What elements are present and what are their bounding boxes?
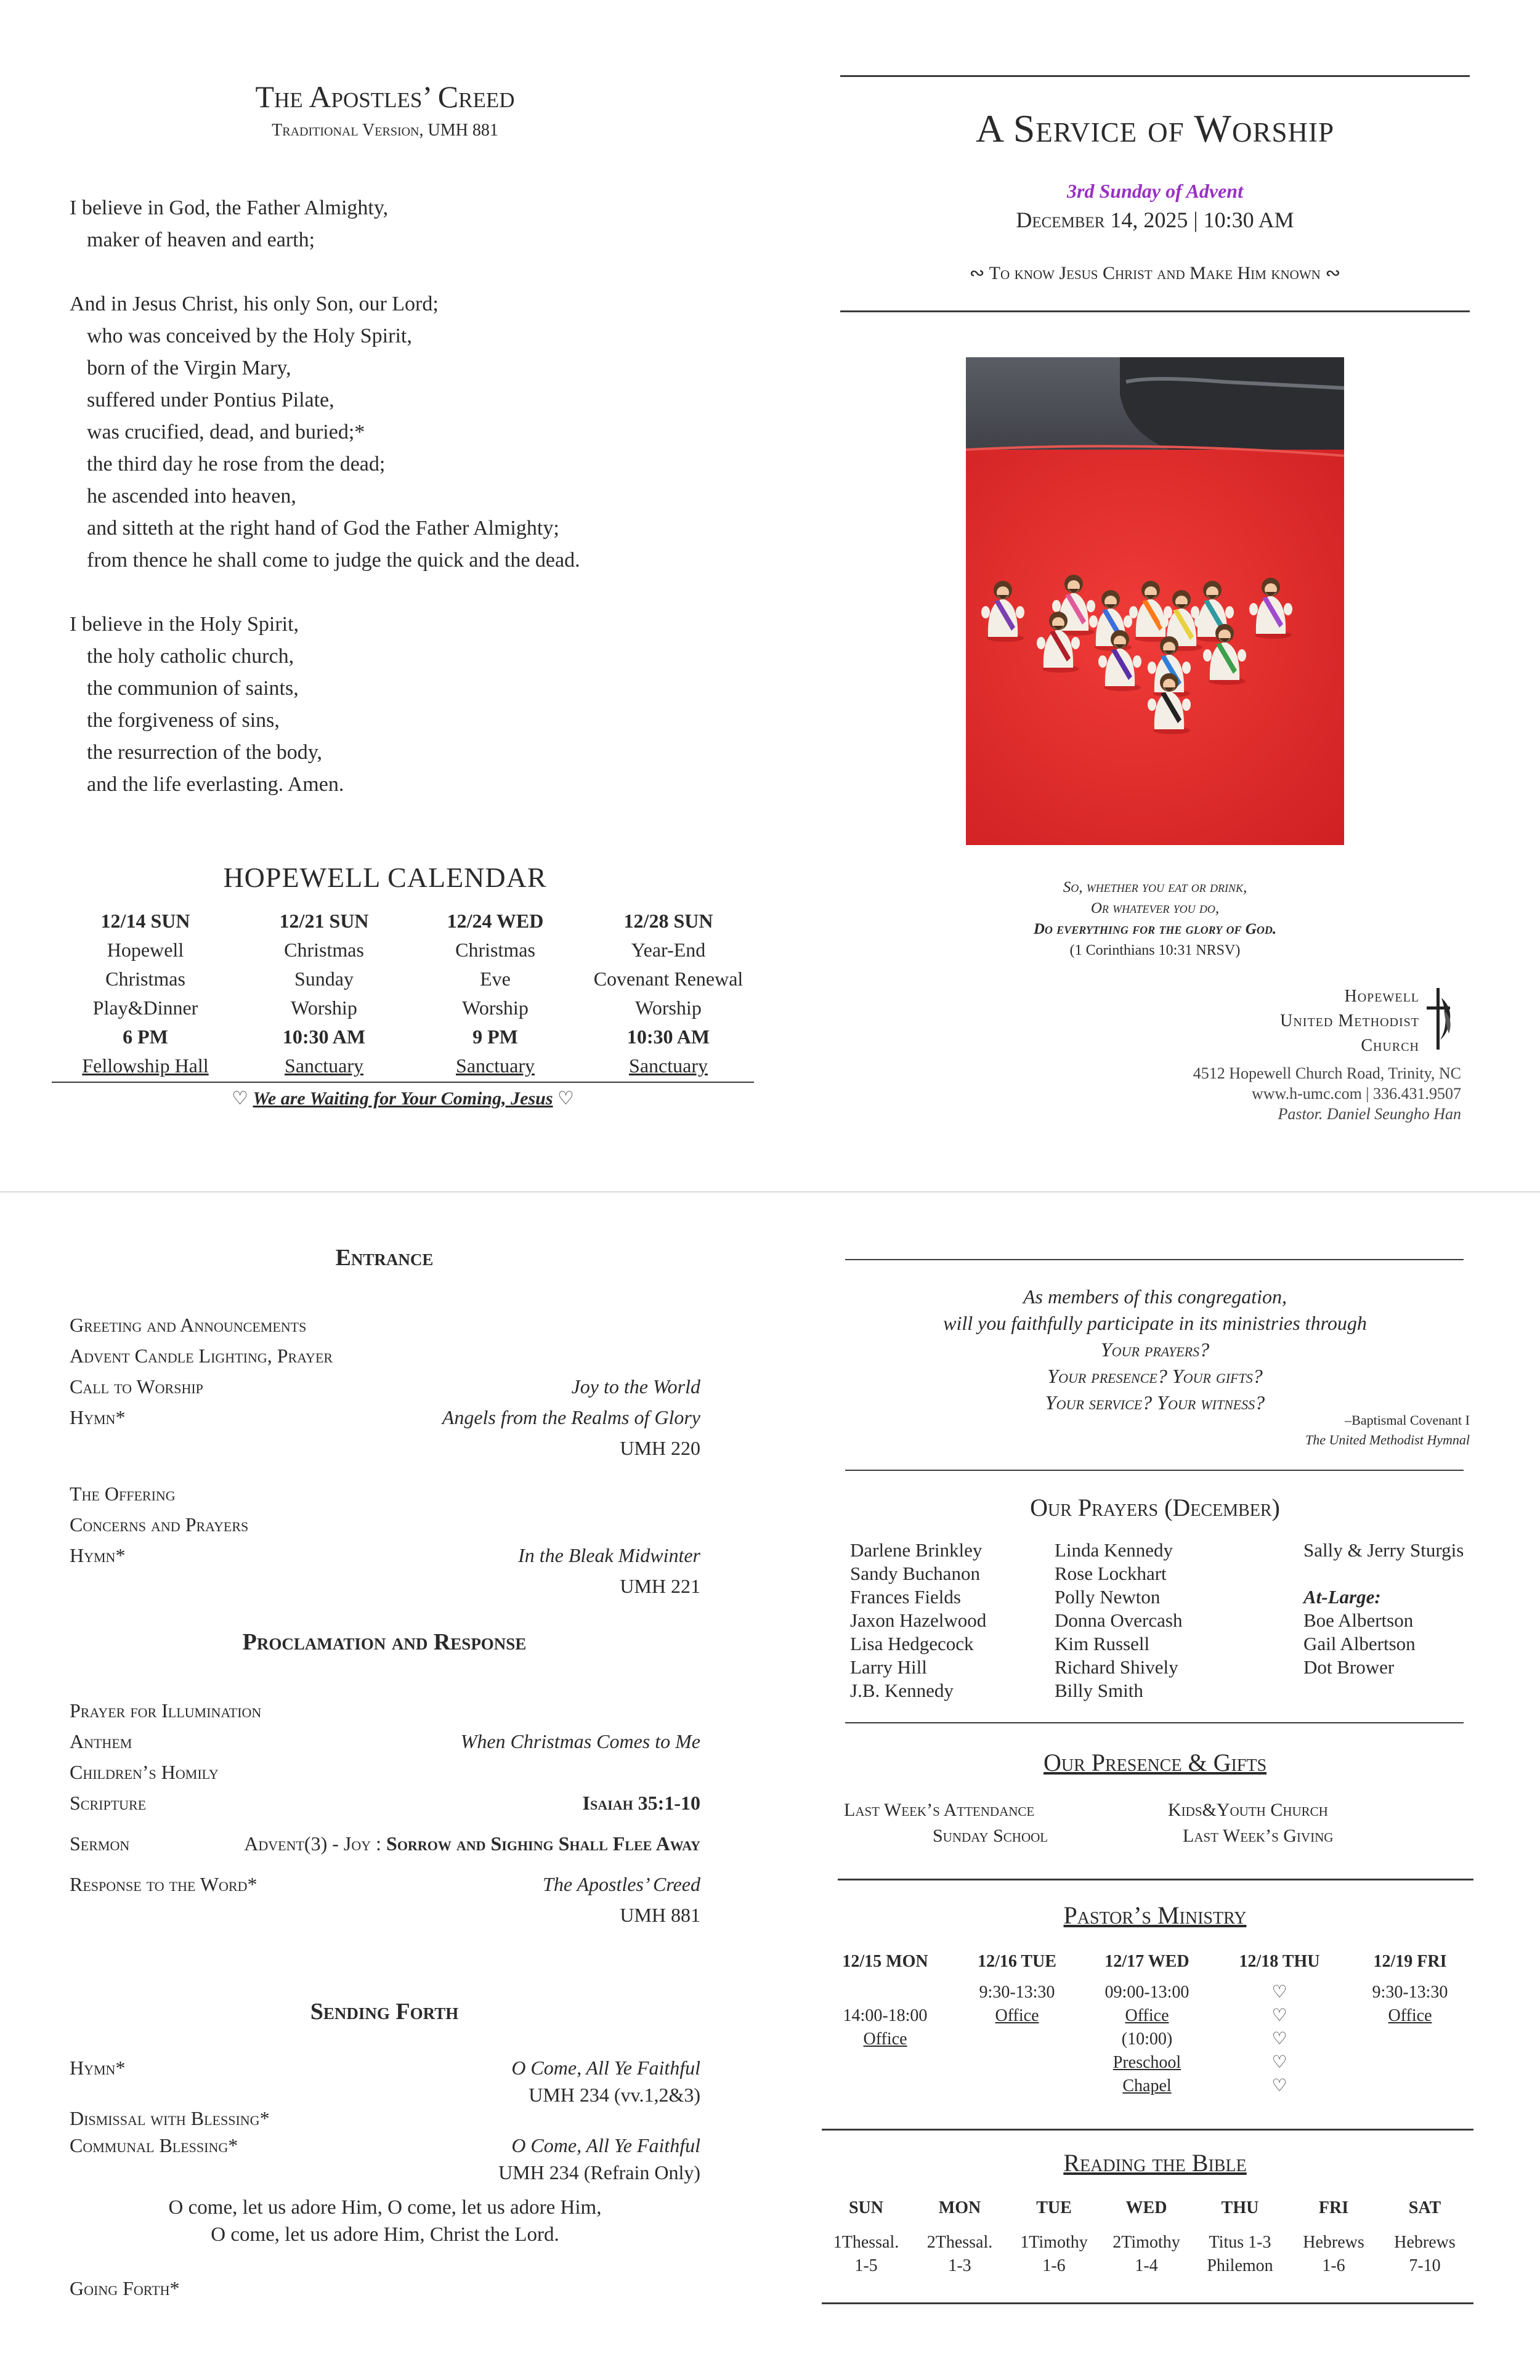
prayer-name: Polly Newton bbox=[1055, 1586, 1161, 1608]
verse-line: So, whether you eat or drink, bbox=[1063, 879, 1247, 896]
item-label: Hymn* bbox=[70, 1544, 126, 1566]
bible-chapters: Philemon bbox=[1207, 2256, 1273, 2275]
pastor-day-header: 12/17 WED bbox=[1104, 1952, 1189, 1971]
calendar-date: 12/24 WED bbox=[447, 910, 544, 932]
church-contact bbox=[1047, 1063, 1461, 1124]
bible-day-column bbox=[1287, 2196, 1380, 2278]
creed-line: who was conceived by the Holy Spirit, bbox=[87, 325, 412, 347]
scripture-verse bbox=[840, 877, 1470, 961]
worship-item bbox=[70, 1540, 700, 1571]
prayers-title: Our Prayers (December) bbox=[1030, 1494, 1280, 1521]
kids-youth-label: Kids&Youth Church bbox=[1168, 1800, 1328, 1820]
item-detail: O Come, All Ye Faithful bbox=[511, 2134, 700, 2156]
bible-day-header: FRI bbox=[1318, 2198, 1349, 2217]
calendar-column bbox=[244, 907, 404, 1080]
bible-book: 1Thessal. bbox=[833, 2233, 899, 2252]
cover-top-divider bbox=[840, 75, 1470, 77]
church-pastor: Pastor. Daniel Seungho Han bbox=[1278, 1105, 1461, 1123]
verse-reference: (1 Corinthians 10:31 NRSV) bbox=[1069, 942, 1241, 958]
pastor-time: 09:00-13:00 bbox=[1104, 1983, 1189, 2002]
bible-day-header: MON bbox=[938, 2198, 981, 2217]
creed-gap bbox=[70, 256, 580, 288]
worship-item bbox=[70, 1509, 700, 1540]
pastor-day-header: 12/18 THU bbox=[1239, 1952, 1320, 1971]
item-detail: Isaiah 35:1-10 bbox=[582, 1792, 700, 1814]
prayer-name: Billy Smith bbox=[1055, 1680, 1143, 1701]
prayer-group-label: At-Large: bbox=[1303, 1586, 1381, 1608]
creed-line: from thence he shall come to judge the quick and the dead. bbox=[87, 549, 580, 572]
pastor-time: 9:30-13:30 bbox=[1372, 1983, 1448, 2002]
church-name-line: United Methodist bbox=[1280, 1011, 1419, 1030]
pastor-place: Preschool bbox=[1112, 2053, 1181, 2072]
prayer-name: Sandy Buchanon bbox=[850, 1563, 980, 1584]
item-label: The Offering bbox=[70, 1483, 176, 1505]
sunday-school-label: Sunday School bbox=[933, 1826, 1048, 1846]
bible-book: 2Timothy bbox=[1112, 2233, 1180, 2252]
heart-icon: ♡ bbox=[1271, 2076, 1287, 2095]
refrain-line: O come, let us adore Him, Christ the Lord. bbox=[211, 2224, 559, 2246]
church-address: 4512 Hopewell Church Road, Trinity, NC bbox=[1193, 1064, 1461, 1082]
bible-chapters: 7-10 bbox=[1409, 2256, 1441, 2275]
prayers-divider bbox=[845, 1722, 1464, 1723]
bible-chapters: 1-4 bbox=[1135, 2256, 1158, 2275]
hymn-number: UMH 881 bbox=[620, 1904, 700, 1926]
worship-item bbox=[70, 1757, 700, 1787]
church-web-phone: www.h-umc.com | 336.431.9507 bbox=[1251, 1085, 1461, 1103]
pastor-day-header: 12/16 TUE bbox=[978, 1952, 1056, 1971]
item-detail: In the Bleak Midwinter bbox=[518, 1544, 700, 1566]
bible-book: 1Timothy bbox=[1020, 2233, 1088, 2252]
church-name-line: Church bbox=[1361, 1036, 1419, 1055]
calendar-event: Worship bbox=[462, 997, 529, 1019]
item-detail: O Come, All Ye Faithful bbox=[511, 2057, 700, 2079]
item-label: Dismissal with Blessing* bbox=[70, 2107, 270, 2129]
quote-line: will you faithfully participate in its ministries through bbox=[943, 1312, 1367, 1334]
covenant-bottom-divider bbox=[845, 1470, 1464, 1471]
creed-line: maker of heaven and earth; bbox=[87, 229, 315, 251]
creed-gap bbox=[70, 577, 580, 609]
bible-chapters: 1-5 bbox=[854, 2256, 878, 2275]
item-label: Scripture bbox=[70, 1792, 147, 1814]
pastor-place: Chapel bbox=[1122, 2076, 1172, 2095]
calendar-place: Sanctuary bbox=[629, 1054, 708, 1077]
calendar-divider bbox=[52, 1082, 754, 1083]
church-motto: ∾ To know Jesus Christ and Make Him known ∾ bbox=[969, 263, 1341, 283]
calendar-place: Sanctuary bbox=[456, 1054, 535, 1077]
calendar-event: Christmas bbox=[455, 939, 535, 961]
service-date: December 14, 2025 | 10:30 AM bbox=[1016, 208, 1294, 232]
worship-item bbox=[70, 1787, 700, 1818]
presence-gifts-title: Our Presence & Gifts bbox=[1043, 1749, 1267, 1776]
creed-line: the communion of saints, bbox=[87, 677, 299, 700]
creed-line: I believe in God, the Father Almighty, bbox=[70, 196, 389, 219]
bible-day-column bbox=[914, 2196, 1006, 2278]
quote-line: Your presence? Your gifts? bbox=[1047, 1365, 1263, 1387]
pastor-day-header: 12/15 MON bbox=[842, 1952, 928, 1971]
calendar-event: Eve bbox=[480, 968, 511, 990]
item-label: Hymn* bbox=[70, 2057, 126, 2079]
calendar-footer bbox=[52, 1088, 754, 1109]
bible-book: Hebrews bbox=[1303, 2233, 1364, 2252]
worship-item bbox=[70, 1726, 700, 1757]
cross-and-flame-logo bbox=[1423, 986, 1460, 1053]
creed-line: the holy catholic church, bbox=[87, 645, 294, 668]
cover-bottom-divider bbox=[840, 310, 1470, 312]
prayer-name: Gail Albertson bbox=[1303, 1633, 1416, 1654]
item-label: Concerns and Prayers bbox=[70, 1513, 249, 1536]
bible-day-column bbox=[1008, 2196, 1100, 2278]
item-label: Hymn* bbox=[70, 1406, 126, 1428]
refrain-text bbox=[70, 2194, 700, 2248]
quote-source-line: The United Methodist Hymnal bbox=[1305, 1432, 1470, 1447]
prayer-list-column bbox=[1303, 1539, 1464, 1679]
sermon-detail bbox=[244, 1828, 700, 1859]
liturgical-day: 3rd Sunday of Advent bbox=[1067, 180, 1243, 202]
calendar-event: Sunday bbox=[294, 968, 354, 990]
prayer-name: Kim Russell bbox=[1055, 1633, 1150, 1654]
calendar-event: Christmas bbox=[105, 968, 185, 990]
pastor-place: Office bbox=[1125, 2006, 1169, 2025]
worship-item bbox=[70, 2103, 700, 2134]
pastor-day-column bbox=[833, 1950, 938, 2051]
bible-book: Titus 1-3 bbox=[1209, 2233, 1271, 2252]
advent-figurines-illustration bbox=[966, 357, 1344, 845]
sermon-title: Sorrow and Sighing Shall Flee Away bbox=[386, 1832, 700, 1855]
pastor-time: (10:00) bbox=[1121, 2030, 1173, 2049]
calendar-place: Fellowship Hall bbox=[82, 1054, 209, 1077]
bible-day-header: SAT bbox=[1408, 2198, 1441, 2217]
bible-day-column bbox=[1100, 2196, 1193, 2278]
hymn-number: UMH 221 bbox=[620, 1575, 700, 1597]
prayer-name: Jaxon Hazelwood bbox=[850, 1609, 987, 1631]
prayer-name: Lisa Hedgecock bbox=[850, 1633, 974, 1654]
creed-title: The Apostles’ Creed bbox=[255, 79, 515, 114]
prayer-name: Larry Hill bbox=[850, 1656, 927, 1678]
pastor-place: Office bbox=[863, 2030, 907, 2049]
pastor-time: 14:00-18:00 bbox=[843, 2006, 928, 2025]
creed-line: suffered under Pontius Pilate, bbox=[87, 389, 334, 411]
calendar-date: 12/14 SUN bbox=[100, 910, 190, 932]
bible-day-header: THU bbox=[1221, 2198, 1259, 2217]
item-label: Prayer for Illumination bbox=[70, 1699, 262, 1722]
creed-line: he ascended into heaven, bbox=[87, 485, 296, 508]
worship-item bbox=[70, 2273, 700, 2304]
prayer-name: Donna Overcash bbox=[1055, 1609, 1183, 1631]
bible-day-header: WED bbox=[1125, 2198, 1167, 2217]
calendar-date: 12/28 SUN bbox=[623, 910, 713, 932]
calendar-title: HOPEWELL CALENDAR bbox=[223, 862, 547, 893]
bible-day-column bbox=[1379, 2196, 1471, 2278]
item-label: Communal Blessing* bbox=[70, 2134, 238, 2156]
prayer-list-column bbox=[1055, 1539, 1182, 1702]
item-detail: The Apostles’ Creed bbox=[543, 1873, 700, 1895]
heart-icon: ♡ bbox=[557, 1088, 574, 1109]
creed-line: the resurrection of the body, bbox=[87, 741, 323, 764]
item-label: Greeting and Announcements bbox=[70, 1314, 307, 1336]
prayer-name: Sally & Jerry Sturgis bbox=[1303, 1539, 1464, 1561]
worship-item bbox=[70, 1571, 700, 1601]
prayer-name: Darlene Brinkley bbox=[850, 1539, 983, 1561]
quote-source bbox=[1170, 1411, 1470, 1450]
bible-day-header: TUE bbox=[1036, 2198, 1072, 2217]
prayer-name: Richard Shively bbox=[1055, 1656, 1178, 1678]
creed-line: was crucified, dead, and buried;* bbox=[87, 421, 365, 443]
calendar-event: Worship bbox=[635, 997, 702, 1019]
church-name-line: Hopewell bbox=[1344, 987, 1419, 1006]
worship-item bbox=[70, 1900, 700, 1930]
calendar-event: Worship bbox=[291, 997, 357, 1019]
church-name bbox=[1170, 984, 1419, 1058]
bible-day-header: SUN bbox=[848, 2198, 883, 2217]
bible-book: 2Thessal. bbox=[926, 2233, 993, 2252]
quote-line: Your prayers? bbox=[1100, 1338, 1210, 1361]
prayer-list-column bbox=[850, 1539, 986, 1702]
worship-item bbox=[70, 1371, 700, 1402]
presence-divider bbox=[838, 1879, 1473, 1880]
service-title: A Service of Worship bbox=[976, 107, 1334, 150]
worship-item bbox=[70, 1869, 700, 1900]
bible-book: Hebrews bbox=[1394, 2233, 1456, 2252]
creed-text bbox=[70, 192, 580, 801]
quote-line: Your service? Your witness? bbox=[1045, 1391, 1265, 1414]
page-fold-divider bbox=[0, 1191, 1540, 1192]
item-label: Sermon bbox=[70, 1832, 130, 1855]
creed-line: I believe in the Holy Spirit, bbox=[70, 613, 299, 636]
calendar-event: Play&Dinner bbox=[92, 997, 198, 1019]
heart-icon: ♡ bbox=[1271, 1983, 1287, 2002]
pastor-day-column bbox=[1095, 1950, 1199, 2098]
item-label: Anthem bbox=[70, 1730, 132, 1752]
prayer-name: Linda Kennedy bbox=[1055, 1539, 1173, 1561]
calendar-footer-text: We are Waiting for Your Coming, Jesus bbox=[253, 1088, 553, 1109]
quote-source-line: –Baptismal Covenant I bbox=[1345, 1412, 1470, 1428]
pastor-place: Office bbox=[995, 2006, 1039, 2025]
prayer-name: J.B. Kennedy bbox=[850, 1680, 954, 1701]
worship-item bbox=[70, 2052, 700, 2083]
bible-divider bbox=[822, 2302, 1473, 2304]
prayer-name: Dot Brower bbox=[1303, 1656, 1395, 1678]
prayer-spacer bbox=[1303, 1562, 1464, 1585]
quote-line: As members of this congregation, bbox=[1023, 1285, 1287, 1308]
verse-line: Or whatever you do, bbox=[1090, 900, 1220, 917]
refrain-line: O come, let us adore Him, O come, let us adore Him, bbox=[168, 2196, 602, 2219]
pastor-divider bbox=[822, 2129, 1473, 2131]
worship-item bbox=[70, 2157, 700, 2188]
heart-icon: ♡ bbox=[232, 1088, 248, 1109]
section-heading-sending: Sending Forth bbox=[310, 1999, 459, 2025]
pastor-place: Office bbox=[1388, 2006, 1432, 2025]
calendar-event: Christmas bbox=[284, 939, 364, 961]
item-label: Advent Candle Lighting, Prayer bbox=[70, 1345, 333, 1367]
pastor-time: 9:30-13:30 bbox=[979, 1983, 1055, 2002]
bible-day-column bbox=[820, 2196, 912, 2278]
calendar-time: 10:30 AM bbox=[282, 1026, 366, 1048]
creed-line: and the life everlasting. Amen. bbox=[87, 773, 344, 796]
creed-line: the forgiveness of sins, bbox=[87, 709, 280, 732]
sermon-series: Advent(3) - Joy : bbox=[244, 1832, 382, 1855]
worship-item bbox=[70, 1695, 700, 1726]
worship-item-sermon bbox=[70, 1828, 700, 1859]
prayer-name: Frances Fields bbox=[850, 1586, 961, 1608]
calendar-event: Covenant Renewal bbox=[593, 968, 744, 990]
pastor-spacer bbox=[833, 1981, 938, 2004]
creed-subtitle: Traditional Version, UMH 881 bbox=[272, 121, 498, 140]
worship-item bbox=[70, 1478, 700, 1509]
creed-line: born of the Virgin Mary, bbox=[87, 357, 291, 379]
pastor-day-column bbox=[1227, 1950, 1332, 2098]
creed-line: the third day he rose from the dead; bbox=[87, 453, 386, 476]
calendar-date: 12/21 SUN bbox=[279, 910, 369, 932]
item-label: Response to the Word* bbox=[70, 1873, 257, 1895]
covenant-top-divider bbox=[845, 1259, 1464, 1260]
item-label: Call to Worship bbox=[70, 1375, 203, 1398]
calendar-event: Hopewell bbox=[107, 939, 184, 961]
calendar-column bbox=[52, 907, 239, 1080]
pastor-day-column bbox=[965, 1950, 1069, 2028]
cover-photo bbox=[966, 357, 1344, 845]
calendar-event: Year-End bbox=[631, 939, 706, 961]
pastor-day-column bbox=[1358, 1950, 1462, 2028]
bible-chapters: 1-6 bbox=[1322, 2256, 1345, 2275]
calendar-time: 6 PM bbox=[123, 1026, 168, 1048]
pastor-ministry-title: Pastor’s Ministry bbox=[1063, 1901, 1247, 1929]
bible-chapters: 1-3 bbox=[948, 2256, 971, 2275]
heart-icon: ♡ bbox=[1271, 2053, 1287, 2072]
calendar-column bbox=[579, 907, 758, 1080]
worship-item bbox=[70, 1340, 700, 1371]
item-label: Children’s Homily bbox=[70, 1761, 219, 1783]
creed-line: and sitteth at the right hand of God the Father Almighty; bbox=[87, 517, 559, 540]
worship-item bbox=[70, 1402, 700, 1433]
hymn-number: UMH 220 bbox=[620, 1437, 700, 1459]
prayer-name: Boe Albertson bbox=[1303, 1609, 1414, 1631]
bible-reading-title: Reading the Bible bbox=[1063, 2149, 1247, 2177]
baptismal-covenant-quote bbox=[840, 1284, 1470, 1416]
worship-item bbox=[70, 2130, 700, 2161]
hymn-number: UMH 234 (vv.1,2&3) bbox=[529, 2084, 700, 2106]
calendar-time: 9 PM bbox=[472, 1026, 518, 1048]
attendance-label: Last Week’s Attendance bbox=[844, 1800, 1035, 1820]
bible-chapters: 1-6 bbox=[1042, 2256, 1066, 2275]
item-detail: Joy to the World bbox=[571, 1375, 700, 1398]
bible-day-column bbox=[1194, 2196, 1286, 2278]
section-heading-proclamation: Proclamation and Response bbox=[242, 1629, 527, 1655]
section-heading-entrance: Entrance bbox=[335, 1245, 434, 1271]
prayer-name: Rose Lockhart bbox=[1055, 1563, 1167, 1584]
item-detail: Angels from the Realms of Glory bbox=[442, 1406, 700, 1428]
item-detail: When Christmas Comes to Me bbox=[460, 1730, 700, 1752]
creed-line: And in Jesus Christ, his only Son, our Lord; bbox=[70, 293, 439, 315]
worship-item bbox=[70, 1309, 700, 1340]
pastor-day-header: 12/19 FRI bbox=[1373, 1952, 1447, 1971]
giving-label: Last Week’s Giving bbox=[1183, 1826, 1334, 1846]
calendar-column bbox=[416, 907, 574, 1080]
verse-line: Do everything for the glory of God. bbox=[1033, 921, 1277, 937]
calendar-time: 10:30 AM bbox=[626, 1026, 710, 1048]
hymn-number: UMH 234 (Refrain Only) bbox=[498, 2161, 700, 2184]
worship-item bbox=[70, 1433, 700, 1463]
heart-icon: ♡ bbox=[1271, 2030, 1287, 2049]
heart-icon: ♡ bbox=[1271, 2006, 1287, 2025]
item-label: Going Forth* bbox=[70, 2277, 180, 2299]
calendar-place: Sanctuary bbox=[285, 1054, 363, 1077]
